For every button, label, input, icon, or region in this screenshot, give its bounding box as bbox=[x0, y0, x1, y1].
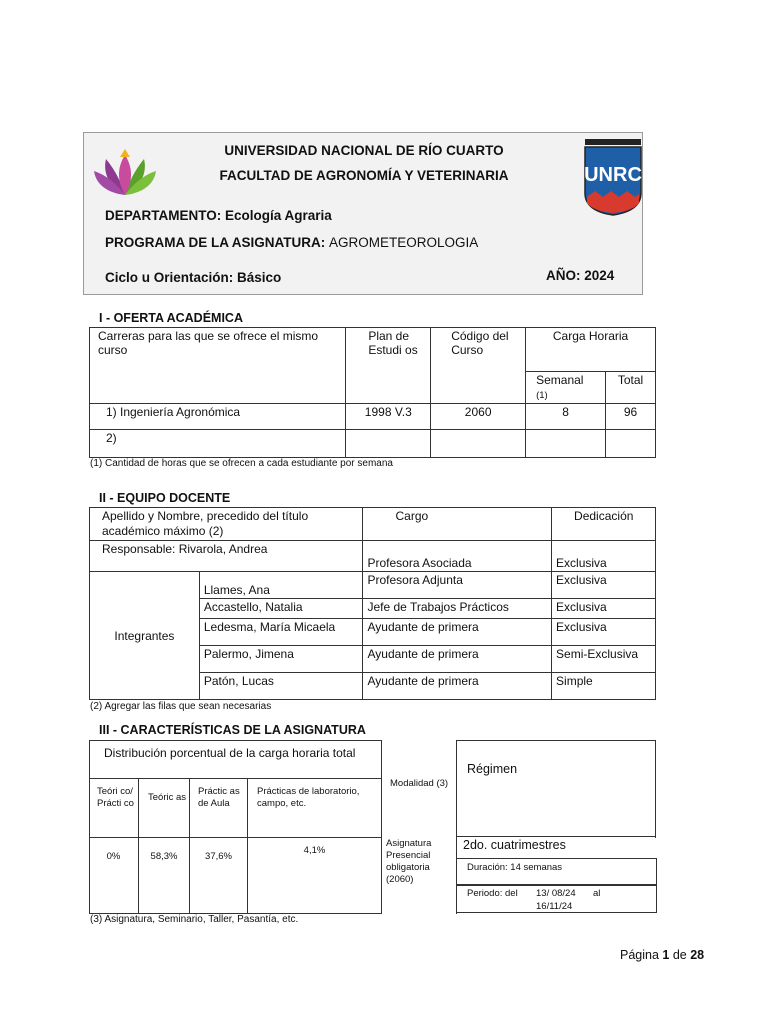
divider bbox=[456, 740, 656, 741]
cell-cargo: Jefe de Trabajos Prácticos bbox=[363, 599, 552, 619]
table-row bbox=[90, 430, 656, 458]
val-teorico-practico: 0% bbox=[106, 851, 121, 862]
distribucion-box bbox=[89, 740, 381, 914]
val-practicas-lab: 4,1% bbox=[303, 845, 326, 856]
regimen-header: Régimen bbox=[467, 762, 518, 776]
modalidad-header: Modalidad (3) bbox=[390, 778, 449, 789]
cell-cargo: Profesora Asociada bbox=[363, 541, 552, 572]
cell-dedicacion: Exclusiva bbox=[552, 572, 656, 599]
page-current: 1 bbox=[662, 948, 670, 962]
page-prefix: Página bbox=[620, 948, 663, 962]
section2-title: II - EQUIPO DOCENTE bbox=[99, 491, 231, 505]
page-number bbox=[620, 948, 704, 962]
cell-nombre: Patón, Lucas bbox=[199, 673, 363, 700]
divider bbox=[456, 836, 656, 837]
divider bbox=[456, 858, 656, 859]
faculty-name: FACULTAD DE AGRONOMÍA Y VETERINARIA bbox=[219, 168, 509, 183]
cell-dedicacion: Semi-Exclusiva bbox=[552, 646, 656, 673]
col-practicas-aula: Práctic as de Aula bbox=[198, 786, 240, 809]
table-row bbox=[90, 572, 656, 599]
integrantes-label: Integrantes bbox=[90, 572, 200, 700]
cell-codigo bbox=[431, 430, 526, 458]
divider bbox=[89, 837, 381, 838]
header-plan: Plan de Estudi os bbox=[346, 328, 431, 404]
periodo-label: Periodo: del bbox=[467, 888, 518, 899]
oferta-table bbox=[89, 327, 656, 458]
header-dedicacion: Dedicación bbox=[552, 508, 656, 541]
header-box bbox=[83, 132, 643, 295]
cell-nombre: Llames, Ana bbox=[199, 572, 363, 599]
col-teorico-practico: Teóri co/ Prácti co bbox=[97, 786, 134, 809]
periodo-to: 16/11/24 bbox=[536, 901, 573, 912]
cell-semanal bbox=[526, 430, 606, 458]
divider bbox=[89, 778, 381, 779]
cell-plan bbox=[346, 430, 431, 458]
cell-total: 96 bbox=[606, 404, 656, 430]
cell-nombre: Ledesma, María Micaela bbox=[199, 619, 363, 646]
cell-dedicacion: Exclusiva bbox=[552, 599, 656, 619]
section1-footnote: (1) Cantidad de horas que se ofrecen a cada estudiante por semana bbox=[90, 458, 393, 469]
val-practicas-aula: 37,6% bbox=[205, 851, 232, 862]
department-label: DEPARTAMENTO: Ecología Agraria bbox=[105, 208, 332, 223]
cell-semanal: 8 bbox=[526, 404, 606, 430]
divider bbox=[655, 740, 656, 838]
divider bbox=[456, 740, 457, 914]
divider bbox=[189, 778, 190, 914]
col-teoricas: Teóric as bbox=[148, 792, 187, 803]
cell-dedicacion: Exclusiva bbox=[552, 541, 656, 572]
semanal-label: Semanal bbox=[536, 373, 584, 387]
divider bbox=[456, 884, 656, 886]
distribucion-header: Distribución porcentual de la carga horaria total bbox=[104, 746, 356, 760]
cell-codigo: 2060 bbox=[431, 404, 526, 430]
periodo-al: al bbox=[593, 888, 601, 899]
header-carga: Carga Horaria bbox=[526, 328, 656, 372]
duracion-label: Duración: 14 semanas bbox=[467, 862, 563, 873]
header-nombre: Apellido y Nombre, precedido del título académico máximo (2) bbox=[90, 508, 363, 541]
section2-footnote: (2) Agregar las filas que sean necesarias bbox=[90, 701, 272, 712]
cell-cargo: Ayudante de primera bbox=[363, 619, 552, 646]
cycle-label: Ciclo u Orientación: Básico bbox=[105, 270, 282, 285]
cell-nombre: Palermo, Jimena bbox=[199, 646, 363, 673]
responsable-cell: Responsable: Rivarola, Andrea bbox=[90, 541, 363, 572]
col-practicas-lab: Prácticas de laboratorio, campo, etc. bbox=[257, 786, 360, 809]
divider bbox=[381, 740, 382, 914]
header-codigo: Código del Curso bbox=[431, 328, 526, 404]
year-label: AÑO: 2024 bbox=[546, 268, 615, 283]
divider bbox=[138, 778, 139, 914]
program-line bbox=[105, 235, 478, 250]
divider bbox=[656, 858, 657, 913]
table-row bbox=[90, 541, 656, 572]
cell-cargo: Ayudante de primera bbox=[363, 646, 552, 673]
program-label: PROGRAMA DE LA ASIGNATURA: bbox=[105, 235, 329, 250]
cell-dedicacion: Simple bbox=[552, 673, 656, 700]
periodo-from: 13/ 08/24 bbox=[536, 888, 576, 899]
university-name: UNIVERSIDAD NACIONAL DE RÍO CUARTO bbox=[224, 143, 504, 158]
cell-carrera: 2) bbox=[90, 430, 346, 458]
docentes-table bbox=[89, 507, 656, 700]
svg-text:UNRC: UNRC bbox=[584, 164, 642, 186]
page-mid: de bbox=[669, 948, 691, 962]
header-semanal bbox=[526, 372, 606, 404]
cell-plan: 1998 V.3 bbox=[346, 404, 431, 430]
section3-title: III - CARACTERÍSTICAS DE LA ASIGNATURA bbox=[99, 723, 366, 737]
cell-nombre: Accastello, Natalia bbox=[199, 599, 363, 619]
cell-total bbox=[606, 430, 656, 458]
header-total: Total bbox=[606, 372, 656, 404]
cell-dedicacion: Exclusiva bbox=[552, 619, 656, 646]
cell-carrera: 1) Ingeniería Agronómica bbox=[90, 404, 346, 430]
header-carreras: Carreras para las que se ofrece el mismo curso bbox=[90, 328, 346, 404]
table-row bbox=[90, 404, 656, 430]
regimen-value: 2do. cuatrimestres bbox=[463, 838, 566, 852]
val-teoricas: 58,3% bbox=[150, 851, 178, 862]
program-value: AGROMETEOROLOGIA bbox=[329, 235, 479, 250]
header-cargo: Cargo bbox=[363, 508, 552, 541]
section1-title: I - OFERTA ACADÉMICA bbox=[99, 311, 243, 325]
cell-cargo: Ayudante de primera bbox=[363, 673, 552, 700]
semanal-note: (1) bbox=[536, 390, 548, 401]
section3-footnote: (3) Asignatura, Seminario, Taller, Pasantía, etc. bbox=[90, 914, 299, 925]
cell-cargo: Profesora Adjunta bbox=[363, 572, 552, 599]
page-total: 28 bbox=[690, 948, 705, 962]
modalidad-value: Asignatura Presencial obligatoria (2060) bbox=[386, 838, 432, 885]
